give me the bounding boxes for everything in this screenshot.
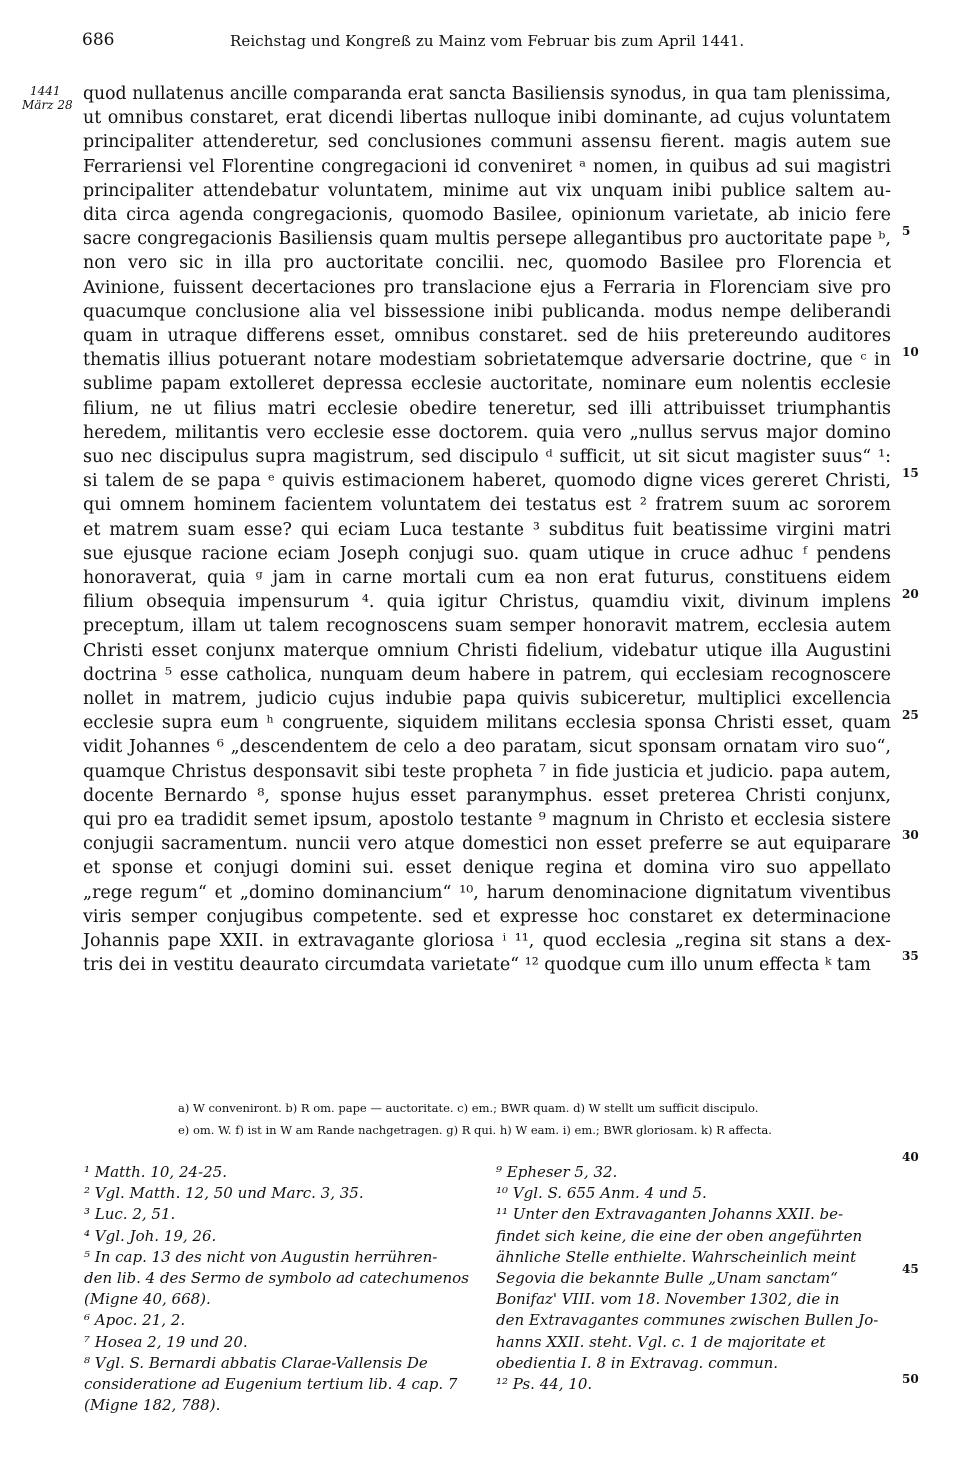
text-line: „rege regum“ et „domino dominancium“ ¹⁰, harum denominacione dignitatum viventibus [83,882,891,903]
text-line: Ferrariensi vel Florentine congregacioni id conveniret ᵃ nomen, in quibus ad sui magistri [83,156,891,177]
line-number: 15 [902,466,919,480]
text-line: sublime papam extolleret depressa ecclesie auctoritate, nominare eum nolentis ecclesie [83,374,891,395]
footnote-line: Bonifaz' VIII. vom 18. November 1302, die in [496,1290,840,1309]
footnote-line: ¹⁰ Vgl. S. 655 Anm. 4 und 5. [496,1184,707,1203]
footnote-line: Segovia die bekannte Bulle „Unam sanctam“ [496,1269,838,1287]
text-line: Johannis pape XXII. in extravagante gloriosa ⁱ ¹¹, quod ecclesia „regina sit stans a dex- [83,931,891,951]
footnote-line: ⁴ Vgl. Joh. 19, 26. [84,1226,217,1245]
text-line: nollet in matrem, judicio cujus indubie papa quivis subiceretur, multiplici excellencia [83,689,891,709]
text-line: principaliter attenderetur, sed conclusiones communi assensu fierent. magis autem sue [83,132,891,153]
footnote-line: den Extravagantes communes zwischen Bullen Jo- [496,1311,879,1330]
footnote-line: ¹² Ps. 44, 10. [496,1375,593,1393]
line-number: 45 [902,1262,919,1276]
text-line: docente Bernardo ⁸, sponse hujus esset paranymphus. esset preterea Christi conjunx, [83,785,891,806]
text-line: ut omnibus constaret, erat dicendi libertas nulloque inibi dominante, ad cujus voluntatem [83,108,891,129]
footnote-line: (Migne 40, 668). [84,1290,211,1309]
text-line: quamque Christus desponsavit sibi teste propheta ⁷ in fide justicia et judicio. papa autem, [83,761,891,782]
text-line: doctrina ⁵ esse catholica, nunquam deum habere in patrem, qui ecclesiam recognoscere [83,664,891,685]
line-number: 50 [902,1372,919,1386]
footnote-line: ähnliche Stelle enthielte. Wahrscheinlich meint [496,1247,857,1266]
variant-note-line: a) W conveniront. b) R om. pape — auctoritate. c) em.; BWR quam. d) W stellt um sufficit discipulo. [178,1101,759,1115]
text-line: qui omnem hominem facientem voluntatem dei testatus est ² fratrem suum ac sororem [83,495,891,516]
text-line: heredem, militantis vero ecclesie esse doctorem. quia vero „nullus servus major domino [83,422,891,443]
text-line: preceptum, illam ut talem recognoscens suam semper honoravit matrem, ecclesia autem [83,616,891,637]
text-line: et sponse et conjugi domini sui. esset denique regina et domina viro suo appellato [83,858,891,879]
text-line: filium obsequia impensurum ⁴. quia igitur Christus, quamdiu vixit, divinum implens [83,592,891,613]
text-line: sue ejusque racione eciam Joseph conjugi suo. quam utique in cruce adhuc ᶠ pendens [83,543,891,564]
text-line: Avinione, fuissent decertaciones pro translacione ejus a Ferraria in Florenciam sive pro [83,277,891,298]
footnote-line: ⁵ In cap. 13 des nicht von Augustin herrühren- [84,1247,438,1266]
text-line: vidit Johannes ⁶ „descendentem de celo a deo paratam, sicut sponsam ornatam viro suo“, [83,737,891,758]
margin-year: 1441 [30,84,61,98]
text-line: quacumque conclusione alia vel bissessione inibi publicanda. modus nempe deliberandi [83,301,891,322]
text-line: Christi esset conjunx materque omnium Christi fidelium, videbatur utique illa Augustini [83,640,891,661]
text-line: filium, ne ut filius matri ecclesie obedire teneretur, sed illi attribuisset triumphantis [83,398,891,419]
line-number: 40 [902,1150,919,1164]
text-line: non vero sic in illa pro auctoritate concilii. nec, quomodo Basilee pro Florencia et [83,253,891,274]
footnote-line: ¹¹ Unter den Extravaganten Johanns XXII. be- [496,1205,844,1224]
footnote-line: consideratione ad Eugenium tertium lib. 4 cap. 7 [84,1375,458,1393]
footnote-line: hanns XXII. steht. Vgl. c. 1 de majoritate et [496,1332,826,1351]
line-number: 5 [902,224,911,238]
line-number: 10 [902,345,919,359]
page-number: 686 [82,30,115,50]
running-head: Reichstag und Kongreß zu Mainz vom Februar bis zum April 1441. [230,32,745,50]
text-line: viris semper conjugibus competente. sed et expresse hoc constaret ex determinacione [83,906,891,927]
text-line: et matrem suam esse? qui eciam Luca testante ³ subditus fuit beatissime virgini matri [83,519,891,540]
text-line: qui pro ea tradidit semet ipsum, apostolo testante ⁹ magnum in Christo et ecclesia sistere [83,810,891,830]
text-line: sacre congregacionis Basiliensis quam multis persepe allegantibus pro auctoritate pape ᵇ, [83,229,891,250]
footnote-line: ¹ Matth. 10, 24-25. [84,1163,227,1181]
line-number: 20 [902,587,919,601]
line-number: 35 [902,949,919,963]
footnote-line: ⁸ Vgl. S. Bernardi abbatis Clarae-Vallensis De [84,1353,428,1372]
variant-note-line: e) om. W. f) ist in W am Rande nachgetragen. g) R qui. h) W eam. i) em.; BWR gloriosam. k) R affecta. [178,1123,772,1137]
text-line: thematis illius potuerant notare modestiam sobrietatemque adversarie doctrine, que ᶜ in [83,350,891,371]
footnote-line: findet sich keine, die eine der oben angeführten [496,1226,863,1245]
text-line: conjugii sacramentum. nuncii vero atque domestici non esset preferre se aut equiparare [83,834,891,855]
text-line: suo nec discipulus supra magistrum, sed discipulo ᵈ sufficit, ut sit sicut magister suus“ ¹: [83,447,891,467]
margin-date [22,84,73,112]
footnote-line: obedientia I. 8 in Extravag. commun. [496,1353,779,1372]
footnote-line: ² Vgl. Matth. 12, 50 und Marc. 3, 35. [84,1184,364,1203]
text-line: tris dei in vestitu deaurato circumdata varietate“ ¹² quodque cum illo unum effecta ᵏ tam [83,955,871,976]
line-number: 30 [902,828,919,842]
footnote-line: ⁹ Epheser 5, 32. [496,1163,618,1181]
text-line: si talem de se papa ᵉ quivis estimacionem haberet, quomodo digne vices gereret Christi, [83,471,891,492]
text-line: dita circa agenda congregacionis, quomodo Basilee, opinionum varietate, ab inicio fere [83,205,891,225]
text-line: quod nullatenus ancille comparanda erat sancta Basiliensis synodus, in qua tam plenissima, [83,84,891,104]
margin-day: März 28 [22,98,73,112]
footnote-line: (Migne 182, 788). [84,1396,221,1415]
footnote-line: den lib. 4 des Sermo de symbolo ad catechumenos [84,1269,469,1287]
text-line: principaliter attendebatur voluntatem, minime aut vix unquam inibi publice saltem au- [83,180,891,201]
text-line: quam in utraque differens esset, omnibus constaret. sed de hiis pretereundo auditores [83,326,891,346]
text-line: honoraverat, quia ᵍ jam in carne mortali cum ea non erat futurus, constituens eidem [83,568,891,588]
text-line: ecclesie supra eum ʰ congruente, siquidem militans ecclesia sponsa Christi esset, quam [83,713,891,734]
footnote-line: ⁷ Hosea 2, 19 und 20. [84,1332,248,1351]
line-number: 25 [902,708,919,722]
footnote-line: ⁶ Apoc. 21, 2. [84,1311,186,1330]
footnote-line: ³ Luc. 2, 51. [84,1205,176,1224]
